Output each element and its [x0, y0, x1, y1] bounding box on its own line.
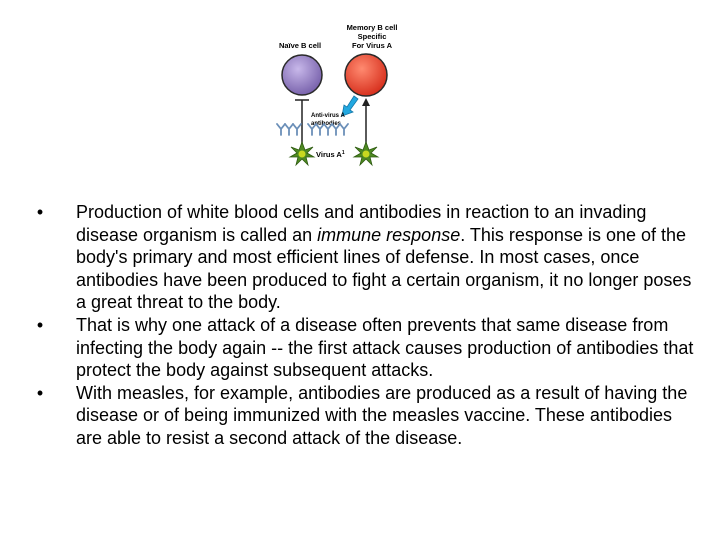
virus-label-superscript: 1 — [341, 150, 345, 156]
bullet-item — [30, 314, 702, 382]
bullet-item — [30, 201, 702, 314]
bullet-text-part: . This response is one of the body's primary and most efficient lines of defense. In most cases, once antibodies have been produced to fight a certain organism, it no longer poses a great threat to the body. — [76, 224, 692, 313]
virus-right-icon — [354, 142, 378, 165]
antibody-label-line2: antibodies — [311, 121, 342, 127]
memory-cell-label-line1: Memory B cell — [346, 23, 398, 32]
bullet-marker: • — [36, 202, 44, 222]
bullet-item — [30, 382, 702, 450]
antibody-icon — [285, 124, 293, 135]
antibody-label-line1: Anti-virus A — [311, 113, 345, 119]
virus-label: Virus $A^1$ — [316, 150, 345, 159]
emphasis-term: immune response — [317, 224, 461, 245]
immune-response-diagram — [262, 18, 412, 170]
memory-cell-label-line2: Specific — [357, 32, 387, 41]
bullet-marker: • — [36, 382, 44, 403]
activation-arrow — [362, 98, 370, 145]
bullet-list — [30, 201, 702, 450]
bullet-marker: • — [36, 314, 44, 335]
naive-b-cell — [282, 55, 322, 95]
antibody-icon — [293, 124, 301, 135]
bullet-text-part: Production of white blood cells and antibodies in reaction to an invading disease organism is called an — [76, 202, 647, 245]
naive-cell-label: Naïve B cell — [278, 41, 322, 50]
bullet-text: That is why one attack of a disease often prevents that same disease from infecting the body again -- the first attack causes production of antibodies that protect the body against subsequent attacks. — [76, 314, 694, 381]
antibody-icon — [277, 124, 285, 135]
antibody-icon — [340, 124, 348, 135]
memory-cell-label-line3: For Virus A — [351, 41, 393, 50]
memory-b-cell — [345, 54, 387, 96]
inhibition-line — [295, 100, 309, 145]
virus-left-icon — [290, 142, 314, 165]
bullet-text: With measles, for example, antibodies are produced as a result of having the disease or of being immunized with the measles vaccine. These antibodies are able to resist a second attack of the disease. — [76, 382, 688, 448]
